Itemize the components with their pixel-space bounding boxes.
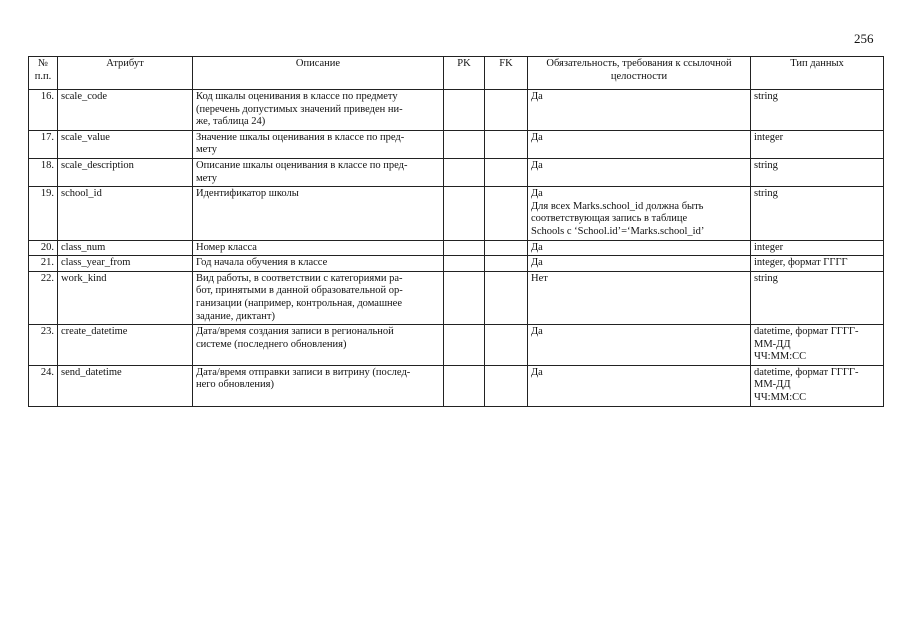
row-description: Код шкалы оценивания в классе по предмету (перечень допустимых значений приведен ни- же, таблица 24) — [193, 90, 444, 131]
header-attribute: Атрибут — [58, 57, 193, 90]
row-description: Дата/время создания записи в региональной системе (последнего обновления) — [193, 325, 444, 366]
row-pk — [444, 256, 485, 272]
row-num: 19. — [29, 187, 58, 240]
row-description: Дата/время отправки записи в витрину (послед- него обновления) — [193, 365, 444, 406]
row-fk — [485, 187, 528, 240]
row-pk — [444, 240, 485, 256]
header-required: Обязательность, требования к ссылочной целостности — [528, 57, 751, 90]
row-attribute: scale_value — [58, 130, 193, 158]
row-required: Да — [528, 325, 751, 366]
row-description: Год начала обучения в классе — [193, 256, 444, 272]
attributes-table — [28, 56, 884, 407]
row-type: integer — [751, 240, 884, 256]
row-type: integer, формат ГГГГ — [751, 256, 884, 272]
row-num: 18. — [29, 158, 58, 186]
row-fk — [485, 130, 528, 158]
row-fk — [485, 325, 528, 366]
row-attribute: send_datetime — [58, 365, 193, 406]
row-fk — [485, 240, 528, 256]
row-required: Да — [528, 130, 751, 158]
table-row — [29, 365, 884, 406]
row-required: Да Для всех Marks.school_id должна быть соответствующая запись в таблице Schools с ‘School.id’=‘Marks.school_id’ — [528, 187, 751, 240]
row-num: 20. — [29, 240, 58, 256]
row-description: Описание шкалы оценивания в классе по пред- мету — [193, 158, 444, 186]
row-num: 16. — [29, 90, 58, 131]
row-fk — [485, 158, 528, 186]
header-num: № п.п. — [29, 57, 58, 90]
row-pk — [444, 365, 485, 406]
row-description: Вид работы, в соответствии с категориями ра- бот, принятыми в данной образовательной ор- ганизации (например, контрольная, домашнее задание, диктант) — [193, 271, 444, 324]
row-type: datetime, формат ГГГГ- ММ-ДД ЧЧ:ММ:СС — [751, 325, 884, 366]
row-type: string — [751, 158, 884, 186]
row-attribute: work_kind — [58, 271, 193, 324]
table-header-row — [29, 57, 884, 90]
row-fk — [485, 365, 528, 406]
header-pk: PK — [444, 57, 485, 90]
row-num: 23. — [29, 325, 58, 366]
table-row — [29, 325, 884, 366]
row-fk — [485, 256, 528, 272]
row-attribute: class_num — [58, 240, 193, 256]
table-row — [29, 256, 884, 272]
table-row — [29, 187, 884, 240]
row-num: 21. — [29, 256, 58, 272]
row-pk — [444, 187, 485, 240]
row-type: string — [751, 187, 884, 240]
header-type: Тип данных — [751, 57, 884, 90]
row-type: integer — [751, 130, 884, 158]
row-required: Да — [528, 240, 751, 256]
row-required: Да — [528, 158, 751, 186]
table-row — [29, 271, 884, 324]
row-num: 24. — [29, 365, 58, 406]
row-attribute: school_id — [58, 187, 193, 240]
header-fk: FK — [485, 57, 528, 90]
row-num: 22. — [29, 271, 58, 324]
header-description: Описание — [193, 57, 444, 90]
row-fk — [485, 90, 528, 131]
row-required: Да — [528, 365, 751, 406]
row-type: datetime, формат ГГГГ- ММ-ДД ЧЧ:ММ:СС — [751, 365, 884, 406]
row-pk — [444, 90, 485, 131]
row-type: string — [751, 90, 884, 131]
table-row — [29, 130, 884, 158]
row-fk — [485, 271, 528, 324]
row-pk — [444, 271, 485, 324]
table-row — [29, 90, 884, 131]
row-pk — [444, 130, 485, 158]
row-attribute: class_year_from — [58, 256, 193, 272]
row-attribute: scale_code — [58, 90, 193, 131]
row-required: Нет — [528, 271, 751, 324]
row-attribute: create_datetime — [58, 325, 193, 366]
table-row — [29, 240, 884, 256]
row-required: Да — [528, 256, 751, 272]
table-row — [29, 158, 884, 186]
row-description: Номер класса — [193, 240, 444, 256]
row-description: Значение шкалы оценивания в классе по пред- мету — [193, 130, 444, 158]
row-type: string — [751, 271, 884, 324]
row-required: Да — [528, 90, 751, 131]
page-number: 256 — [854, 31, 874, 46]
row-num: 17. — [29, 130, 58, 158]
row-attribute: scale_description — [58, 158, 193, 186]
row-pk — [444, 325, 485, 366]
row-description: Идентификатор школы — [193, 187, 444, 240]
row-pk — [444, 158, 485, 186]
